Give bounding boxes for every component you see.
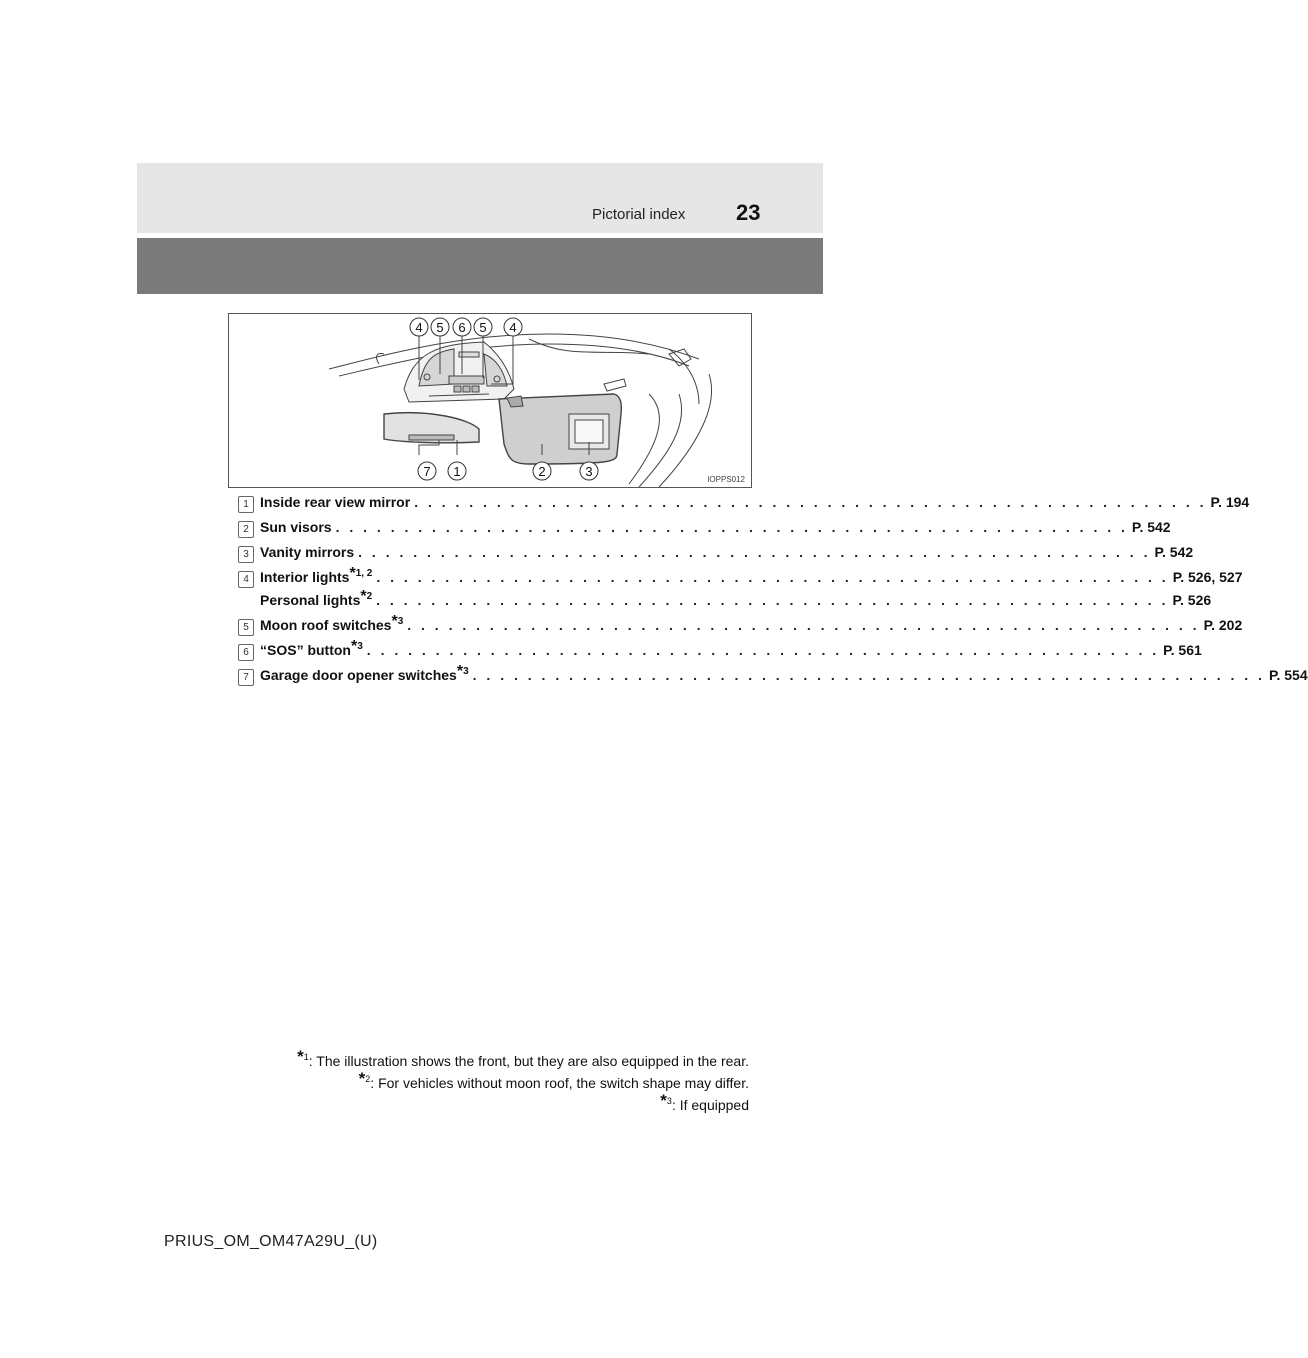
page-reference-link[interactable]: P. 202 bbox=[1203, 617, 1243, 633]
section-title: Pictorial index bbox=[592, 206, 686, 223]
list-item bbox=[238, 519, 1171, 544]
leader-dots: . . . . . . . . . . . . . . . . . . . . . . . . . . . . . . . . . . . . . . . . . . . . . . . . . . . . . . . . . . bbox=[376, 569, 1169, 585]
callout-2: 2 bbox=[538, 464, 546, 479]
overhead-illustration bbox=[228, 313, 752, 488]
list-item bbox=[238, 494, 1250, 519]
page-reference-link[interactable]: P. 542 bbox=[1154, 544, 1194, 560]
callout-5-left: 5 bbox=[436, 320, 444, 335]
leader-dots: . . . . . . . . . . . . . . . . . . . . . . . . . . . . . . . . . . . . . . . . . . . . . . . . . . . . . . . . . . bbox=[376, 592, 1169, 608]
item-number: 3 bbox=[238, 546, 254, 563]
leader-dots: . . . . . . . . . . . . . . . . . . . . . . . . . . . . . . . . . . . . . . . . . . . . . . . . . . . . . . . . . . bbox=[335, 519, 1128, 535]
item-label: Personal lights bbox=[260, 592, 361, 608]
item-number: 2 bbox=[238, 521, 254, 538]
overhead-console-drawing bbox=[229, 314, 751, 487]
leader-dots: . . . . . . . . . . . . . . . . . . . . . . . . . . . . . . . . . . . . . . . . . . . . . . . . . . . . . . . . . . bbox=[407, 617, 1200, 633]
item-list bbox=[238, 494, 1308, 692]
callout-4-right: 4 bbox=[509, 320, 517, 335]
callout-1: 1 bbox=[453, 464, 461, 479]
callout-3: 3 bbox=[585, 464, 593, 479]
section-band bbox=[137, 238, 823, 294]
callout-6: 6 bbox=[458, 320, 466, 335]
callout-5-right: 5 bbox=[479, 320, 487, 335]
item-label: Sun visors bbox=[260, 519, 332, 535]
page-reference-link[interactable]: P. 526, 527 bbox=[1172, 569, 1243, 585]
item-number: 5 bbox=[238, 619, 254, 636]
item-label: Interior lights bbox=[260, 569, 350, 585]
callout-7: 7 bbox=[423, 464, 431, 479]
page-number: 23 bbox=[736, 200, 761, 225]
item-number: 7 bbox=[238, 669, 254, 686]
item-number: 1 bbox=[238, 496, 254, 513]
header-band bbox=[137, 163, 823, 233]
list-item bbox=[238, 638, 1202, 667]
item-label: Inside rear view mirror bbox=[260, 494, 411, 510]
leader-dots: . . . . . . . . . . . . . . . . . . . . . . . . . . . . . . . . . . . . . . . . . . . . . . . . . . . . . . . . . . bbox=[366, 642, 1160, 658]
list-item bbox=[238, 613, 1243, 642]
leader-dots: . . . . . . . . . . . . . . . . . . . . . . . . . . . . . . . . . . . . . . . . . . . . . . . . . . . . . . . . . . bbox=[358, 544, 1151, 560]
list-item bbox=[238, 565, 1243, 617]
page-reference-link[interactable]: P. 526 bbox=[1172, 592, 1212, 608]
leader-dots: . . . . . . . . . . . . . . . . . . . . . . . . . . . . . . . . . . . . . . . . . . . . . . . . . . . . . . . . . . bbox=[472, 667, 1265, 683]
item-label: Vanity mirrors bbox=[260, 544, 355, 560]
document-id: PRIUS_OM_OM47A29U_(U) bbox=[164, 1233, 378, 1250]
figure-code: IOPPS012 bbox=[707, 475, 745, 484]
item-number: 6 bbox=[238, 644, 254, 661]
item-number: 4 bbox=[238, 571, 254, 588]
footnote: $^{*2}$: For vehicles without moon roof, the switch shape may differ. bbox=[358, 1069, 749, 1091]
footnote-marker: *2 bbox=[360, 588, 373, 605]
footnotes bbox=[297, 1047, 749, 1116]
item-label: Moon roof switches bbox=[260, 617, 392, 633]
footnote-marker: *1, 2 bbox=[349, 565, 373, 582]
item-label: “SOS” button bbox=[260, 642, 351, 658]
page-reference-link[interactable]: P. 194 bbox=[1210, 494, 1250, 510]
list-item bbox=[238, 544, 1194, 569]
item-label: Garage door opener switches bbox=[260, 667, 457, 683]
footnote-marker: *3 bbox=[456, 663, 469, 680]
leader-dots: . . . . . . . . . . . . . . . . . . . . . . . . . . . . . . . . . . . . . . . . . . . . . . . . . . . . . . . . . . bbox=[414, 494, 1207, 510]
page-reference-link[interactable]: P. 542 bbox=[1131, 519, 1171, 535]
callout-4-left: 4 bbox=[415, 320, 423, 335]
footnote: $^{*1}$: The illustration shows the front, but they are also equipped in the rear. bbox=[297, 1047, 749, 1069]
footnote: $^{*3}$: If equipped bbox=[660, 1091, 749, 1113]
footnote-marker: *3 bbox=[391, 613, 404, 630]
list-item bbox=[238, 663, 1308, 692]
footnote-marker: *3 bbox=[351, 638, 363, 655]
page-reference-link[interactable]: P. 554 bbox=[1268, 667, 1308, 683]
page-reference-link[interactable]: P. 561 bbox=[1163, 642, 1202, 658]
